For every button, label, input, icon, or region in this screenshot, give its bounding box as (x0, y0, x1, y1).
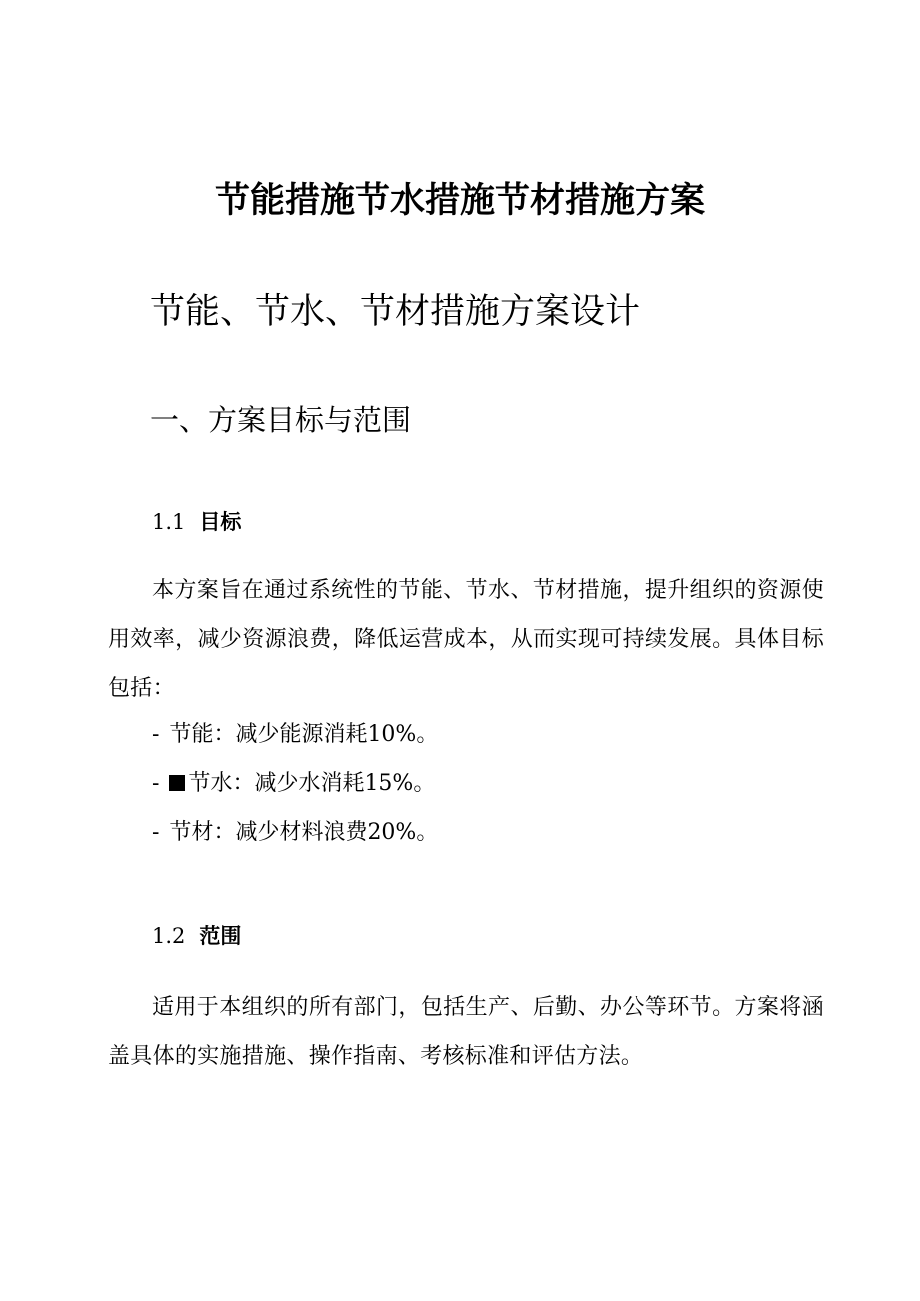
document-subtitle: 节能、节水、节材措施方案设计 (150, 292, 641, 332)
list-item-text: 节水：减少水消耗15%。 (188, 771, 436, 796)
scope-paragraph: 适用于本组织的所有部门，包括生产、后勤、办公等环节。方案将涵盖具体的实施措施、操作指南、考核标准和评估方法。 (108, 995, 824, 1069)
list-dash: - (152, 722, 160, 747)
document-title: 节能措施节水措施节材措施方案 (214, 181, 705, 221)
subsection-number: 1.2 (152, 924, 186, 948)
subsection-title: 范围 (199, 924, 242, 948)
section-heading-goals-scope: 一、方案目标与范围 (150, 403, 412, 437)
list-item-energy (152, 720, 438, 750)
goal-paragraph: 本方案旨在通过系统性的节能、节水、节材措施，提升组织的资源使用效率，减少资源浪费，降低运营成本，从而实现可持续发展。具体目标包括： (108, 578, 824, 701)
list-item-water (152, 769, 435, 799)
list-item-text: 节材：减少材料浪费20%。 (169, 820, 439, 845)
square-bullet-icon (169, 775, 185, 791)
subsection-heading-goal (152, 507, 241, 537)
subsection-title: 目标 (199, 510, 242, 534)
list-item-material (152, 818, 438, 848)
subsection-heading-scope (152, 921, 241, 951)
subsection-number: 1.1 (152, 510, 186, 534)
list-dash: - (152, 820, 160, 845)
list-item-text: 节能：减少能源消耗10%。 (169, 722, 439, 747)
list-dash: - (152, 771, 160, 796)
